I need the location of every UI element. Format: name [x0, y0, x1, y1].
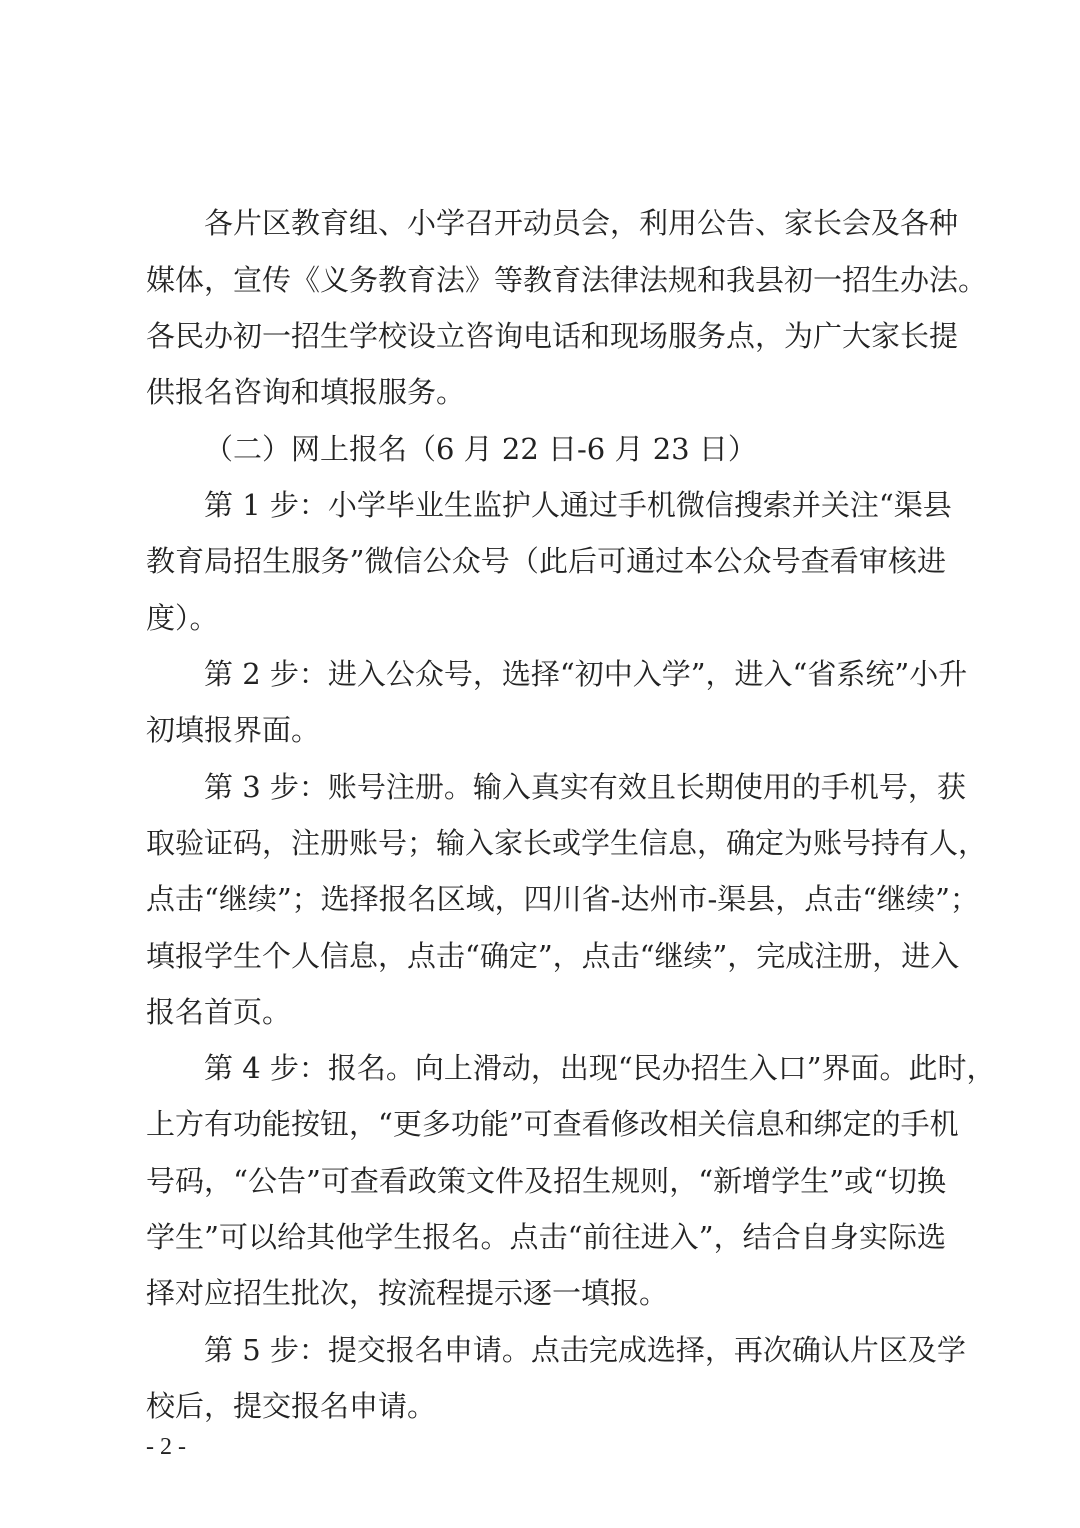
step-3-line-2: 取验证码，注册账号；输入家长或学生信息，确定为账号持有人，	[146, 826, 988, 860]
step-4-line-2: 上方有功能按钮，“更多功能”可查看修改相关信息和绑定的手机	[146, 1107, 959, 1141]
step-3-line-1: 第 3 步：账号注册。输入真实有效且长期使用的手机号，获	[204, 770, 966, 804]
step-3-line-4: 填报学生个人信息，点击“确定”，点击“继续”，完成注册，进入	[146, 939, 960, 973]
step-4-line-3: 号码，“公告”可查看政策文件及招生规则，“新增学生”或“切换	[146, 1164, 946, 1198]
step-2-line-2: 初填报界面。	[146, 713, 321, 747]
paragraph-1-line-1: 各片区教育组、小学召开动员会，利用公告、家长会及各种	[204, 206, 959, 240]
page-number: - 2 -	[146, 1434, 186, 1460]
step-4-line-4: 学生”可以给其他学生报名。点击“前往进入”，结合自身实际选	[146, 1220, 946, 1254]
step-2-line-1: 第 2 步：进入公众号，选择“初中入学”，进入“省系统”小升	[204, 657, 968, 691]
step-1-line-1: 第 1 步：小学毕业生监护人通过手机微信搜索并关注“渠县	[204, 488, 952, 522]
step-5-line-1: 第 5 步：提交报名申请。点击完成选择，再次确认片区及学	[204, 1333, 966, 1367]
paragraph-1-line-3: 各民办初一招生学校设立咨询电话和现场服务点，为广大家长提	[146, 319, 959, 353]
step-1-line-2: 教育局招生服务”微信公众号（此后可通过本公众号查看审核进	[146, 544, 946, 578]
step-4-line-1: 第 4 步：报名。向上滑动，出现“民办招生入口”界面。此时，	[204, 1051, 996, 1085]
step-4-line-5: 择对应招生批次，按流程提示逐一填报。	[146, 1276, 669, 1310]
step-1-line-3: 度）。	[146, 601, 219, 635]
section-heading-online-registration: （二）网上报名（6 月 22 日-6 月 23 日）	[204, 432, 757, 466]
step-5-line-2: 校后，提交报名申请。	[146, 1389, 437, 1423]
paragraph-1-line-2: 媒体，宣传《义务教育法》等教育法律法规和我县初一招生办法。	[146, 263, 988, 297]
step-3-line-5: 报名首页。	[146, 995, 292, 1029]
step-3-line-3: 点击“继续”；选择报名区域，四川省-达州市-渠县，点击“继续”；	[146, 882, 979, 916]
paragraph-1-line-4: 供报名咨询和填报服务。	[146, 375, 466, 409]
